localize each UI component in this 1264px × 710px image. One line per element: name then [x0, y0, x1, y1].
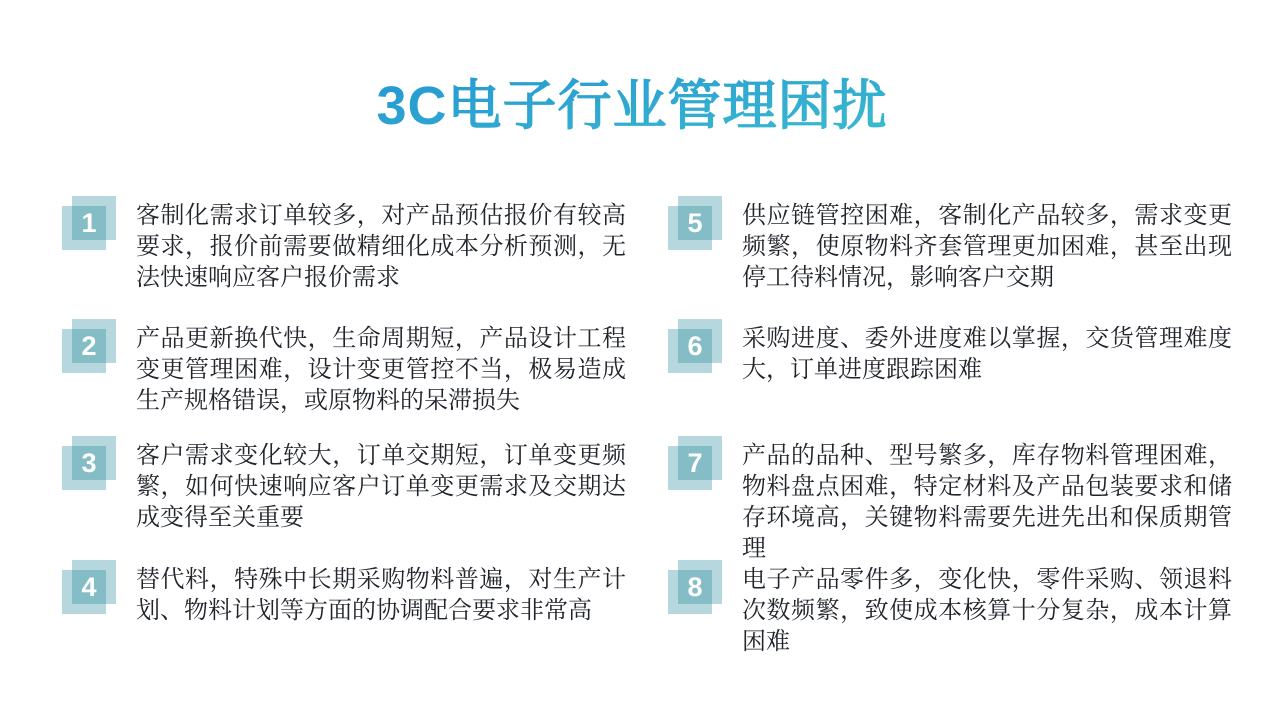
pain-point-text: 客户需求变化较大，订单交期短，订单变更频繁，如何快速响应客户订单变更需求及交期达成变得至关重要: [136, 442, 626, 531]
badge-number: 3: [81, 447, 97, 478]
number-badge-3: [62, 436, 116, 490]
pain-point-item-8: [668, 564, 1232, 657]
pain-point-text: 客制化需求订单较多，对产品预估报价有较高要求，报价前需要做精细化成本分析预测，无法快速响应客户报价需求: [136, 202, 626, 291]
badge-number: 5: [687, 207, 703, 238]
pain-point-text: 产品的品种、型号繁多，库存物料管理困难，物料盘点困难，特定材料及产品包装要求和储存环境高，关键物料需要先进先出和保质期管理: [742, 442, 1232, 562]
pain-point-text: 供应链管控困难，客制化产品较多，需求变更频繁，使原物料齐套管理更加困难，甚至出现停工待料情况，影响客户交期: [742, 202, 1232, 291]
pain-point-item-5: [668, 200, 1232, 323]
pain-point-item-7: [668, 440, 1232, 564]
number-badge-1: [62, 196, 116, 250]
pain-point-text: 产品更新换代快，生命周期短，产品设计工程变更管理困难，设计变更管控不当，极易造成生产规格错误，或原物料的呆滞损失: [136, 325, 626, 414]
pain-point-text: 替代料，特殊中长期采购物料普遍，对生产计划、物料计划等方面的协调配合要求非常高: [136, 566, 626, 624]
pain-point-text: 电子产品零件多，变化快，零件采购、领退料次数频繁，致使成本核算十分复杂，成本计算困难: [742, 566, 1232, 655]
badge-number: 8: [687, 571, 703, 602]
pain-point-item-4: [62, 564, 626, 657]
number-badge-4: [62, 560, 116, 614]
pain-point-item-1: [62, 200, 626, 323]
badge-number: 6: [687, 330, 703, 361]
number-badge-7: [668, 436, 722, 490]
badge-number: 4: [81, 571, 97, 602]
pain-point-text: 采购进度、委外进度难以掌握，交货管理难度大，订单进度跟踪困难: [742, 325, 1232, 383]
badge-number: 7: [687, 447, 703, 478]
pain-point-item-6: [668, 323, 1232, 440]
pain-point-item-3: [62, 440, 626, 564]
badge-number: 1: [81, 207, 97, 238]
number-badge-8: [668, 560, 722, 614]
number-badge-2: [62, 319, 116, 373]
pain-point-item-2: [62, 323, 626, 440]
number-badge-5: [668, 196, 722, 250]
badge-number: 2: [81, 330, 97, 361]
number-badge-6: [668, 319, 722, 373]
page-title: 3C电子行业管理困扰: [0, 72, 1264, 140]
pain-points-grid: [62, 200, 1232, 657]
